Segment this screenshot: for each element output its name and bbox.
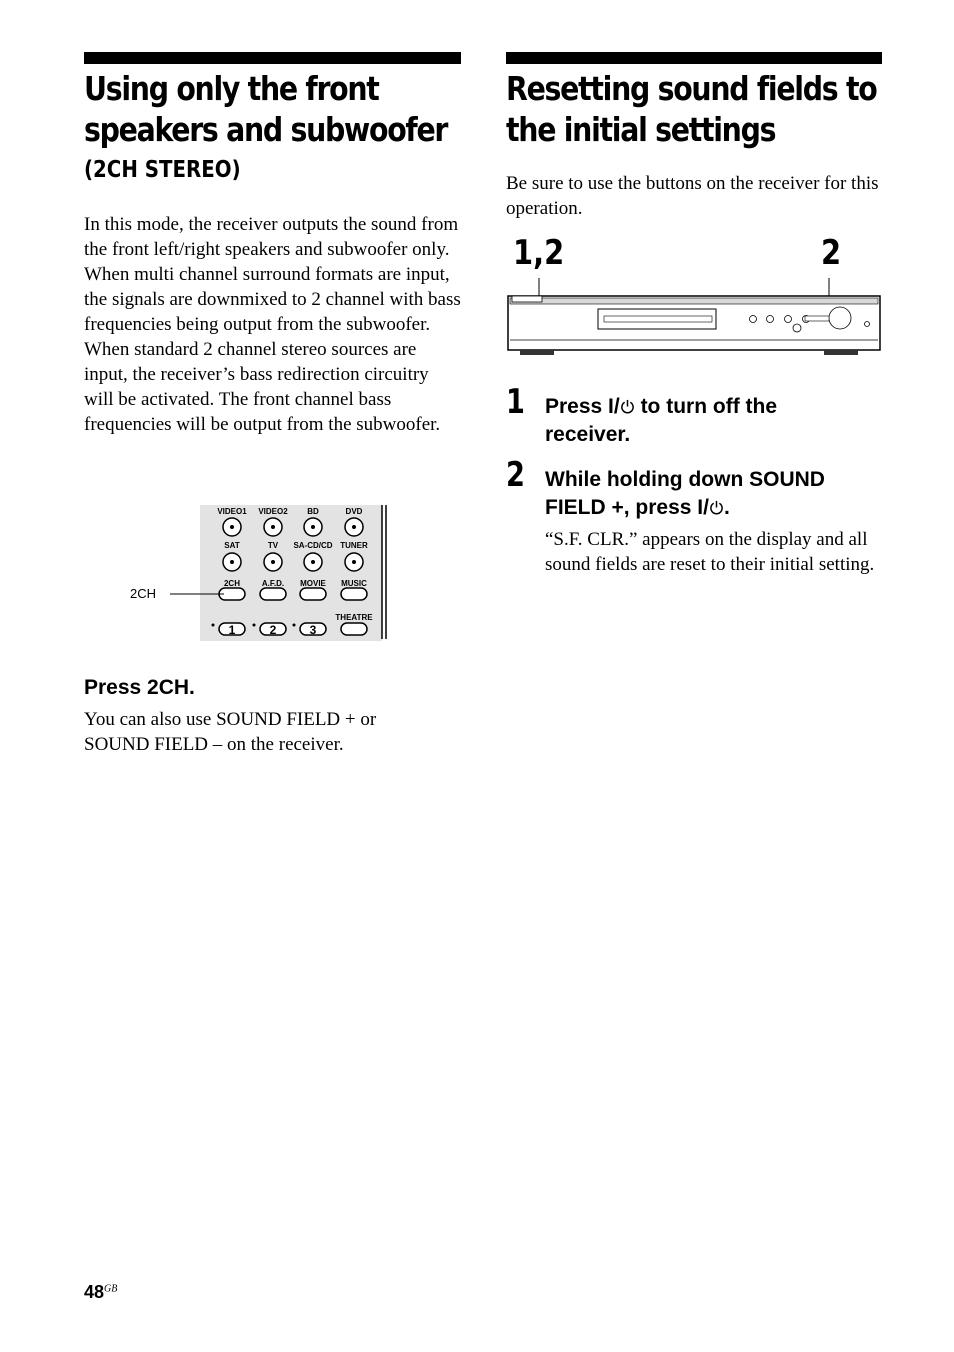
page-number-value: 48 <box>84 1282 105 1302</box>
left-body <box>84 212 461 437</box>
left-title-rule <box>84 52 461 64</box>
remote-label-video1: VIDEO1 <box>217 507 247 516</box>
page-number-suffix: GB <box>104 1283 118 1295</box>
receiver-input-button[interactable] <box>793 324 801 332</box>
left-paragraph-2: When multi channel surround formats are input, the signals are downmixed to 2 channel with bass frequencies being output from the subwoofer. <box>84 264 461 335</box>
remote-number-1: 1 <box>228 623 236 637</box>
remote-svg <box>120 503 390 645</box>
left-paragraph-3: When standard 2 channel stereo sources are input, the receiver’s bass redirection circuitry will be activated. The front channel bass frequencies will be output from the subwoofer. <box>84 339 441 435</box>
receiver-sound-field-minus[interactable] <box>785 316 792 323</box>
receiver-callout-left: 1,2 <box>513 233 565 273</box>
remote-label-sat: SAT <box>224 541 240 550</box>
remote-label-movie: MOVIE <box>300 579 326 588</box>
remote-label-video2: VIDEO2 <box>258 507 288 516</box>
left-subtitle: (2CH STEREO) <box>84 157 241 183</box>
remote-callout-2ch: 2CH <box>130 586 157 601</box>
remote-label-sacd: SA-CD/CD <box>293 541 333 550</box>
step-2-text-before: While holding down SOUND FIELD +, press I/ <box>545 468 825 519</box>
receiver-illustration <box>506 276 884 358</box>
remote-label-2ch: 2CH <box>223 579 241 588</box>
step-1-number: 1 <box>506 382 525 422</box>
step-1-text-after: to turn off the receiver. <box>545 395 778 446</box>
receiver-svg <box>506 276 884 358</box>
right-title-line2: the initial settings <box>506 110 776 149</box>
remote-label-dvd: DVD <box>345 507 363 516</box>
receiver-volume-dial[interactable] <box>829 307 851 329</box>
receiver-knob-1[interactable] <box>750 316 757 323</box>
remote-label-tv: TV <box>267 541 279 550</box>
right-title-rule <box>506 52 882 64</box>
press-2ch-body: You can also use SOUND FIELD + or SOUND FIELD – on the receiver. <box>84 709 377 755</box>
receiver-callout-right: 2 <box>821 233 842 273</box>
right-title-line1: Resetting sound fields to <box>506 69 877 108</box>
step-2-text <box>545 466 865 522</box>
receiver-knob-2[interactable] <box>767 316 774 323</box>
remote-button-music[interactable] <box>341 588 367 600</box>
remote-label-tuner: TUNER <box>340 541 368 550</box>
step-1-text <box>545 393 865 449</box>
right-intro: Be sure to use the buttons on the receiver for this operation. <box>506 173 879 219</box>
remote-illustration <box>120 503 390 645</box>
remote-number-3: 3 <box>309 623 317 637</box>
step-1-text-before: Press I/ <box>545 395 620 418</box>
remote-label-music: MUSIC <box>341 579 367 588</box>
left-title-line2: speakers and subwoofer <box>84 110 448 149</box>
step-2-number: 2 <box>506 455 525 495</box>
left-title-line1: Using only the front <box>84 69 379 108</box>
receiver-display <box>598 309 716 329</box>
page-number <box>84 1282 117 1303</box>
remote-label-afd: A.F.D. <box>261 579 285 588</box>
remote-label-bd: BD <box>307 507 319 516</box>
remote-button-movie[interactable] <box>300 588 326 600</box>
receiver-power-button[interactable] <box>512 296 542 302</box>
remote-label-theatre: THEATRE <box>335 613 373 622</box>
remote-button-afd[interactable] <box>260 588 286 600</box>
step-2-note: “S.F. CLR.” appears on the display and all sound fields are reset to their initial setting. <box>545 529 875 575</box>
remote-button-theatre[interactable] <box>341 623 367 635</box>
step-2-text-after: . <box>723 496 730 519</box>
remote-number-2: 2 <box>269 623 277 637</box>
left-paragraph-1: In this mode, the receiver outputs the sound from the front left/right speakers and subwoofer only. <box>84 214 459 260</box>
power-icon <box>709 500 724 515</box>
power-icon <box>620 399 635 414</box>
press-2ch-heading: Press 2CH. <box>84 676 195 699</box>
